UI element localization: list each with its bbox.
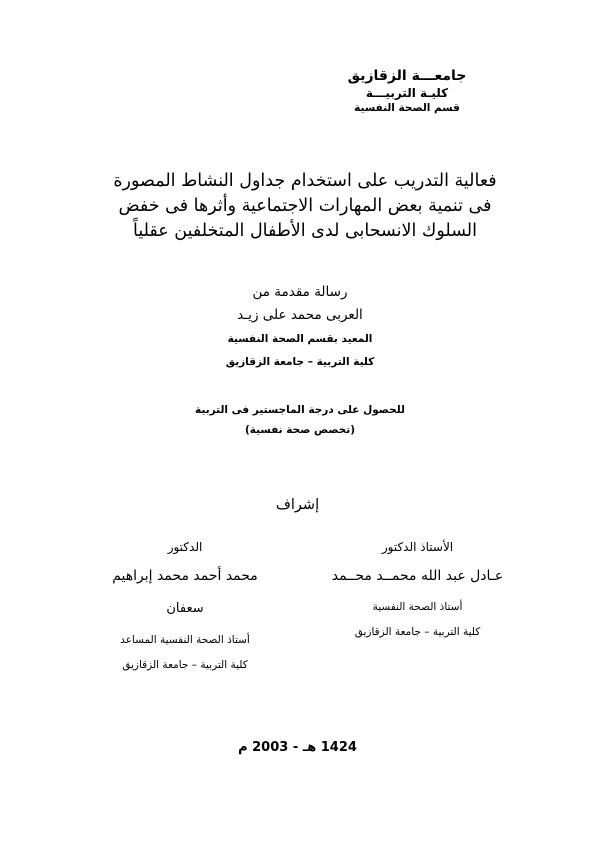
degree-specialization: (تخصص صحة نفسية) [244, 424, 355, 436]
supervision-heading: إشراف [275, 497, 320, 513]
supervisor2-affiliation: كلية التربية – جامعة الزقازيق [122, 659, 248, 671]
supervisor1-title: الأستاذ الدكتور [381, 540, 454, 554]
presented-by-label: رسالة مقدمة من [252, 284, 348, 300]
department-name: قسم الصحة النفسية [354, 102, 460, 114]
supervisor2-name: محمد أحمد محمد إبراهيم [112, 568, 258, 584]
author-name: العربى محمد على زيـد [237, 307, 363, 323]
author-affiliation: كلية التربية – جامعة الزقازيق [225, 356, 375, 368]
supervisor2-name-continued: سعفان [166, 601, 204, 616]
supervisor1-name: عـادل عبد الله محمــد محــمد [331, 568, 504, 584]
thesis-title-line-2: فى تنمية بعض المهارات الاجتماعية وأثرها فى خفض [118, 196, 492, 216]
author-role: المعيد بقسم الصحة النفسية [227, 333, 373, 345]
submission-date: 1424 هـ - 2003 م [238, 740, 357, 755]
thesis-title-line-1: فعالية التدريب على استخدام جداول النشاط المصورة [113, 171, 497, 191]
thesis-title-line-3: السلوك الانسحابى لدى الأطفال المتخلفين عقلياً [132, 221, 477, 241]
university-name: جامعـــة الزقازيق [347, 68, 467, 84]
supervisor1-affiliation: كلية التربية – جامعة الزقازيق [354, 626, 481, 638]
supervisor2-title: الدكتور [167, 540, 203, 554]
faculty-name: كليـة التربيـــة [365, 86, 449, 100]
supervisor2-position: أستاذ الصحة النفسية المساعد [120, 634, 250, 646]
degree-purpose: للحصول على درجة الماجستير فى التربية [195, 404, 405, 416]
supervisor1-position: أستاذ الصحة النفسية [372, 601, 463, 613]
